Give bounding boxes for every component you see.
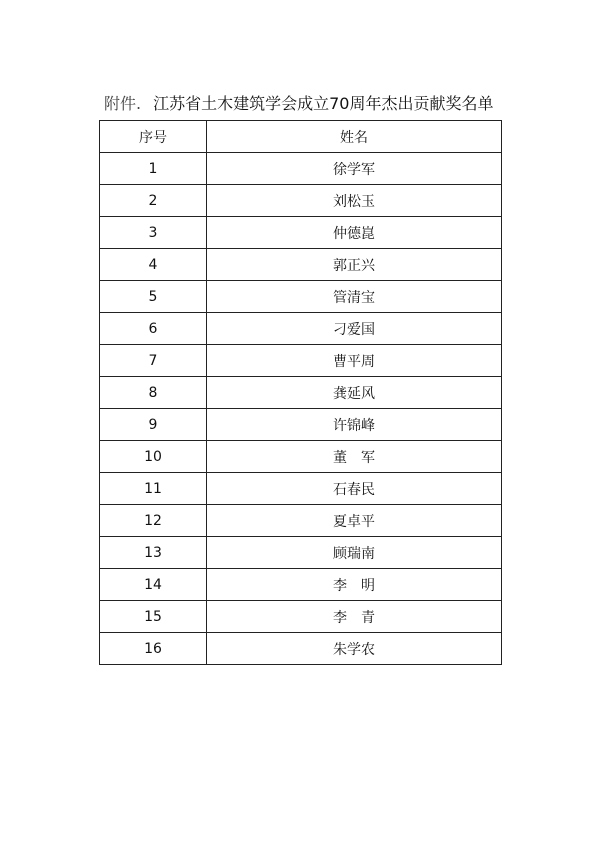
row-index-cell: 3 — [100, 217, 207, 249]
row-index-cell: 15 — [100, 601, 207, 633]
award-list-table — [99, 120, 502, 665]
table-row — [100, 569, 502, 601]
header-name: 姓名 — [207, 121, 502, 153]
table-row — [100, 409, 502, 441]
row-name-cell: 仲德崑 — [207, 217, 502, 249]
row-name-cell: 石春民 — [207, 473, 502, 505]
row-index-cell: 12 — [100, 505, 207, 537]
row-index-cell: 14 — [100, 569, 207, 601]
table-row — [100, 537, 502, 569]
row-name-cell: 徐学军 — [207, 153, 502, 185]
row-index-cell: 4 — [100, 249, 207, 281]
table-row — [100, 601, 502, 633]
table-row — [100, 473, 502, 505]
table-row — [100, 249, 502, 281]
table-row — [100, 185, 502, 217]
table-row — [100, 377, 502, 409]
row-index-cell: 13 — [100, 537, 207, 569]
row-index-cell: 5 — [100, 281, 207, 313]
table-body — [100, 153, 502, 665]
row-name-cell: 许锦峰 — [207, 409, 502, 441]
row-name-cell: 董 军 — [207, 441, 502, 473]
row-name-cell: 朱学农 — [207, 633, 502, 665]
table-header-row — [100, 121, 502, 153]
row-name-cell: 曹平周 — [207, 345, 502, 377]
row-name-cell: 郭正兴 — [207, 249, 502, 281]
row-name-cell: 刁爱国 — [207, 313, 502, 345]
row-index-cell: 2 — [100, 185, 207, 217]
row-index-cell: 7 — [100, 345, 207, 377]
row-index-cell: 9 — [100, 409, 207, 441]
table-row — [100, 313, 502, 345]
row-name-cell: 夏卓平 — [207, 505, 502, 537]
row-name-cell: 李 明 — [207, 569, 502, 601]
table-row — [100, 217, 502, 249]
row-index-cell: 8 — [100, 377, 207, 409]
row-name-cell: 龚延风 — [207, 377, 502, 409]
row-index-cell: 6 — [100, 313, 207, 345]
row-name-cell: 李 青 — [207, 601, 502, 633]
table-row — [100, 281, 502, 313]
table-row — [100, 633, 502, 665]
table-row — [100, 153, 502, 185]
attachment-label: 附件. — [104, 94, 142, 113]
row-name-cell: 顾瑞南 — [207, 537, 502, 569]
row-name-cell: 管清宝 — [207, 281, 502, 313]
document-title: 江苏省土木建筑学会成立70周年杰出贡献奖名单 — [153, 94, 494, 113]
table-row — [100, 345, 502, 377]
table-row — [100, 505, 502, 537]
row-index-cell: 16 — [100, 633, 207, 665]
header-index: 序号 — [100, 121, 207, 153]
table-row — [100, 441, 502, 473]
row-index-cell: 10 — [100, 441, 207, 473]
document-title-line — [104, 94, 493, 114]
row-name-cell: 刘松玉 — [207, 185, 502, 217]
row-index-cell: 1 — [100, 153, 207, 185]
row-index-cell: 11 — [100, 473, 207, 505]
